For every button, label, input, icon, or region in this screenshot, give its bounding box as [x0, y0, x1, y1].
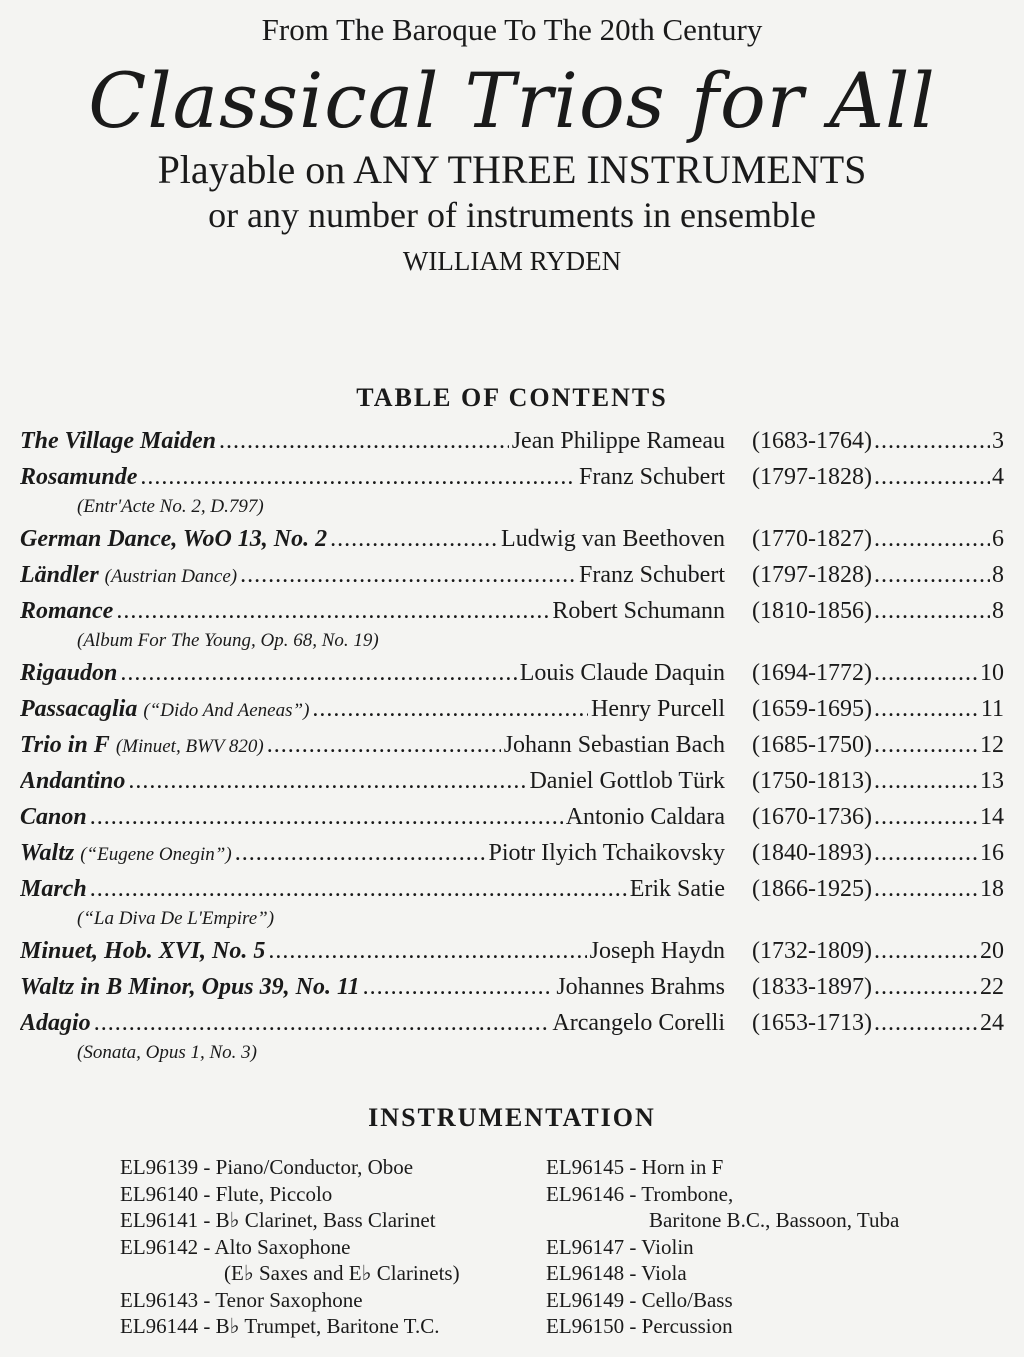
piece-title: Waltz in B Minor, Opus 39, No. 11	[20, 974, 360, 1000]
dot-leader	[874, 732, 978, 759]
piece-subtitle: (Austrian Dance)	[104, 566, 238, 587]
page-number: 18	[980, 876, 1004, 902]
instrumentation-item: EL96148 - Viola	[546, 1261, 687, 1285]
piece-title: Romance	[20, 598, 114, 624]
dot-leader	[874, 660, 978, 687]
toc-entry	[20, 464, 1004, 520]
toc-entry	[20, 526, 1004, 556]
toc-entry-line	[20, 428, 1004, 458]
playable-line: Playable on ANY THREE INSTRUMENTS	[157, 147, 867, 192]
instrumentation-item: EL96147 - Violin	[546, 1234, 694, 1259]
toc-title-composer	[20, 598, 725, 625]
piece-title: Passacaglia	[20, 696, 138, 722]
dot-leader	[116, 598, 549, 625]
toc-entry-line	[20, 938, 1004, 968]
composer-years: (1653-1713)	[752, 1010, 872, 1036]
page-number: 13	[980, 768, 1004, 794]
dot-leader	[874, 428, 990, 455]
author: WILLIAM RYDEN	[402, 246, 622, 276]
page-number: 24	[980, 1010, 1004, 1036]
instrumentation-item-continued: (E♭ Saxes and E♭ Clarinets)	[224, 1261, 460, 1285]
composer: Robert Schumann	[552, 598, 725, 624]
composer-years: (1866-1925)	[752, 876, 872, 902]
toc-title-composer	[20, 768, 725, 795]
composer-years: (1659-1695)	[752, 696, 872, 722]
composer-years: (1750-1813)	[752, 768, 872, 794]
composer-years: (1797-1828)	[752, 464, 872, 490]
toc-entry	[20, 696, 1004, 726]
instrumentation-item: EL96142 - Alto Saxophone	[120, 1234, 351, 1259]
composer: Ludwig van Beethoven	[501, 526, 725, 552]
dot-leader	[219, 428, 509, 455]
dot-leader	[312, 696, 588, 723]
piece-title: Adagio	[20, 1010, 91, 1036]
toc-entry	[20, 598, 1004, 654]
toc-title-composer	[20, 938, 725, 965]
piece-note: (Sonata, Opus 1, No. 3)	[77, 1042, 257, 1063]
ensemble-line: or any number of instruments in ensemble	[208, 195, 816, 235]
toc-entry-line	[20, 876, 1004, 906]
dot-leader	[874, 768, 978, 795]
dot-leader	[140, 464, 576, 491]
dot-leader	[874, 938, 978, 965]
piece-title: Rigaudon	[20, 660, 118, 686]
toc-entry-line	[20, 464, 1004, 494]
instrumentation-item-continued: Baritone B.C., Bassoon, Tuba	[649, 1208, 900, 1232]
toc-entry-line	[20, 840, 1004, 870]
toc-title-composer	[20, 876, 725, 903]
dot-leader	[874, 1010, 978, 1037]
piece-title: The Village Maiden	[20, 428, 217, 454]
composer-years: (1840-1893)	[752, 840, 872, 866]
dot-leader	[874, 464, 990, 491]
dot-leader	[90, 804, 563, 831]
toc-title-composer	[20, 562, 725, 589]
toc-title-composer	[20, 660, 725, 687]
composer: Erik Satie	[629, 876, 725, 902]
page-number: 8	[992, 562, 1004, 588]
supertitle: From The Baroque To The 20th Century	[261, 12, 763, 47]
toc-entry	[20, 660, 1004, 690]
toc-entry-line	[20, 526, 1004, 556]
dot-leader	[120, 660, 516, 687]
instrumentation-item: EL96146 - Trombone,	[546, 1181, 734, 1206]
composer: Antonio Caldara	[565, 804, 725, 830]
dot-leader	[90, 876, 627, 903]
toc-entry-line	[20, 768, 1004, 798]
dot-leader	[874, 876, 978, 903]
piece-note: (Album For The Young, Op. 68, No. 19)	[77, 630, 379, 651]
page-number: 11	[980, 696, 1004, 722]
composer: Joseph Haydn	[589, 938, 725, 964]
piece-note: (Entr'Acte No. 2, D.797)	[77, 496, 264, 517]
piece-title: Waltz	[20, 840, 75, 866]
composer-years: (1810-1856)	[752, 598, 872, 624]
piece-title: Minuet, Hob. XVI, No. 5	[20, 938, 266, 964]
toc-entry	[20, 876, 1004, 932]
dot-leader	[268, 938, 586, 965]
dot-leader	[94, 1010, 550, 1037]
toc-entry	[20, 428, 1004, 458]
toc-entry	[20, 562, 1004, 592]
dot-leader	[128, 768, 526, 795]
page-number: 22	[980, 974, 1004, 1000]
composer-years: (1670-1736)	[752, 804, 872, 830]
table-of-contents	[20, 428, 1004, 1072]
dot-leader	[240, 562, 576, 589]
composer-years: (1694-1772)	[752, 660, 872, 686]
piece-title: Canon	[20, 804, 87, 830]
dot-leader	[874, 840, 978, 867]
piece-title: Trio in F	[20, 732, 110, 758]
instrumentation-right-column	[546, 1154, 986, 1340]
piece-title: March	[20, 876, 87, 902]
page-number: 4	[992, 464, 1004, 490]
toc-entry-line	[20, 732, 1004, 762]
composer-years: (1683-1764)	[752, 428, 872, 454]
instrumentation-heading: INSTRUMENTATION	[368, 1103, 656, 1132]
toc-title-composer	[20, 1010, 725, 1037]
dot-leader	[330, 526, 498, 553]
piece-subtitle: (Minuet, BWV 820)	[115, 736, 264, 757]
toc-entry-line	[20, 1010, 1004, 1040]
toc-title-composer	[20, 732, 725, 759]
page-number: 14	[980, 804, 1004, 830]
composer: Franz Schubert	[579, 562, 725, 588]
dot-leader	[874, 598, 990, 625]
composer-years: (1833-1897)	[752, 974, 872, 1000]
composer: Henry Purcell	[591, 696, 725, 722]
page-number: 12	[980, 732, 1004, 758]
toc-entry	[20, 938, 1004, 968]
page-number: 10	[980, 660, 1004, 686]
toc-entry	[20, 804, 1004, 834]
dot-leader	[363, 974, 554, 1001]
composer-years: (1732-1809)	[752, 938, 872, 964]
toc-entry	[20, 768, 1004, 798]
dot-leader	[874, 526, 990, 553]
toc-entry	[20, 1010, 1004, 1066]
composer: Johannes Brahms	[556, 974, 725, 1000]
composer: Daniel Gottlob Türk	[529, 768, 725, 794]
toc-entry	[20, 732, 1004, 762]
instrumentation-item: EL96139 - Piano/Conductor, Oboe	[120, 1155, 414, 1179]
toc-heading: TABLE OF CONTENTS	[356, 383, 668, 412]
toc-title-composer	[20, 428, 725, 455]
instrumentation-item: EL96143 - Tenor Saxophone	[120, 1287, 363, 1312]
piece-title: Andantino	[20, 768, 126, 794]
page-number: 8	[992, 598, 1004, 624]
toc-title-composer	[20, 974, 725, 1001]
toc-entry-line	[20, 598, 1004, 628]
instrumentation-item: EL96145 - Horn in F	[546, 1155, 724, 1179]
toc-entry-line	[20, 660, 1004, 690]
toc-entry-line	[20, 562, 1004, 592]
piece-subtitle: (“Dido And Aeneas”)	[143, 700, 310, 721]
dot-leader	[874, 562, 990, 589]
composer: Johann Sebastian Bach	[503, 732, 725, 758]
book-title: Classical Trios for All	[88, 56, 936, 145]
toc-title-composer	[20, 464, 725, 491]
instrumentation-item: EL96149 - Cello/Bass	[546, 1287, 733, 1312]
toc-entry-line	[20, 974, 1004, 1004]
composer: Louis Claude Daquin	[519, 660, 725, 686]
piece-title: Rosamunde	[20, 464, 138, 490]
composer-years: (1797-1828)	[752, 562, 872, 588]
composer: Arcangelo Corelli	[552, 1010, 725, 1036]
dot-leader	[874, 696, 979, 723]
toc-title-composer	[20, 840, 725, 867]
piece-note: (“La Diva De L'Empire”)	[77, 908, 275, 929]
page-number: 20	[980, 938, 1004, 964]
dot-leader	[874, 804, 978, 831]
toc-title-composer	[20, 696, 725, 723]
instrumentation-item: EL96140 - Flute, Piccolo	[120, 1181, 333, 1206]
toc-title-composer	[20, 526, 725, 553]
composer-years: (1770-1827)	[752, 526, 872, 552]
instrumentation-left-column	[120, 1154, 520, 1340]
toc-entry-line	[20, 696, 1004, 726]
toc-entry	[20, 840, 1004, 870]
piece-title: Ländler	[20, 562, 99, 588]
dot-leader	[235, 840, 486, 867]
toc-entry	[20, 974, 1004, 1004]
instrumentation-item: EL96150 - Percussion	[546, 1314, 733, 1338]
composer-years: (1685-1750)	[752, 732, 872, 758]
page-number: 6	[992, 526, 1004, 552]
piece-subtitle: (“Eugene Onegin”)	[80, 844, 232, 865]
dot-leader	[267, 732, 501, 759]
instrumentation-item: EL96141 - B♭ Clarinet, Bass Clarinet	[120, 1208, 436, 1232]
piece-title: German Dance, WoO 13, No. 2	[20, 526, 328, 552]
composer: Piotr Ilyich Tchaikovsky	[488, 840, 725, 866]
composer: Jean Philippe Rameau	[511, 428, 725, 454]
toc-entry-line	[20, 804, 1004, 834]
page-number: 16	[980, 840, 1004, 866]
page-number: 3	[992, 428, 1004, 454]
toc-title-composer	[20, 804, 725, 831]
dot-leader	[874, 974, 978, 1001]
composer: Franz Schubert	[579, 464, 725, 490]
instrumentation-item: EL96144 - B♭ Trumpet, Baritone T.C.	[120, 1314, 440, 1338]
